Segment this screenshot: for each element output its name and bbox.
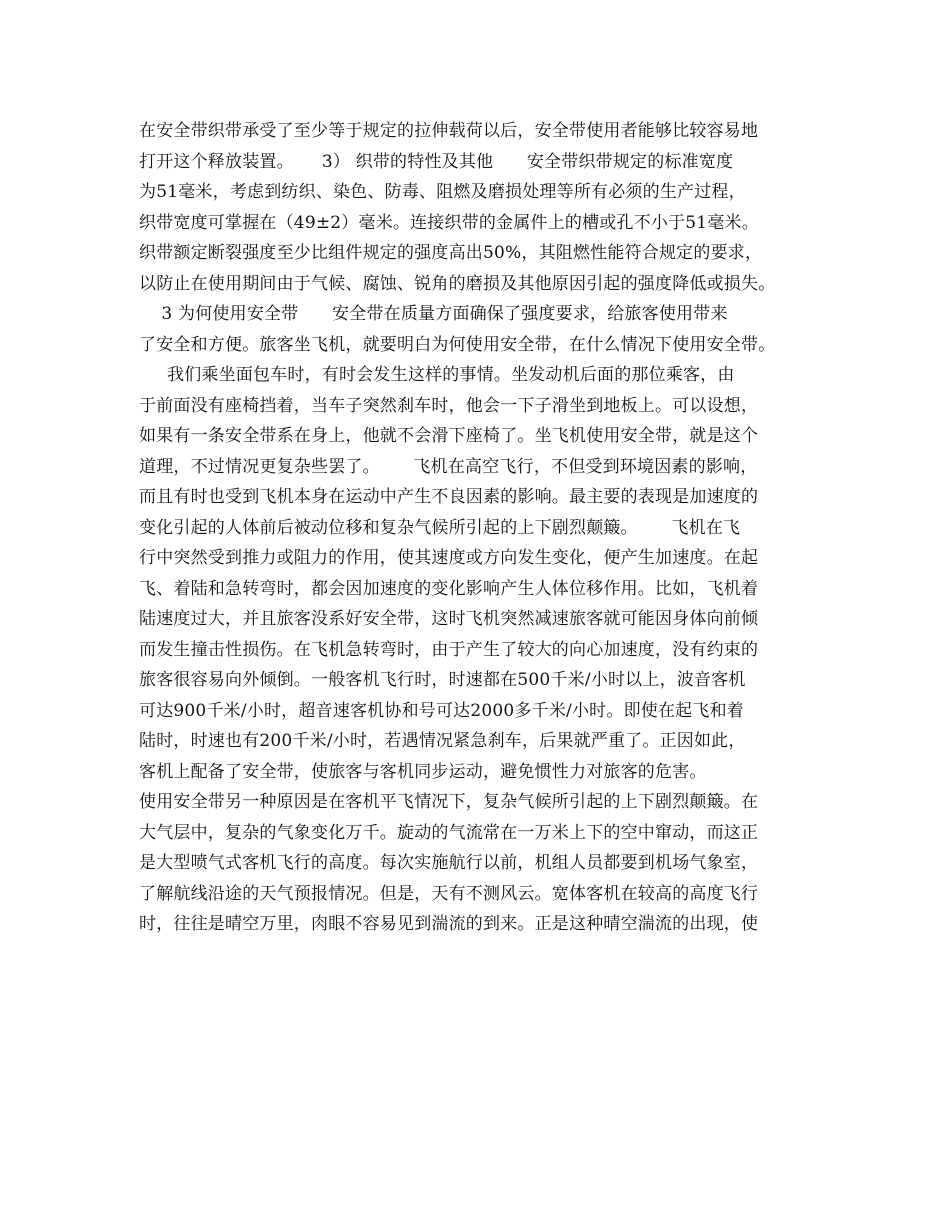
text-line: 在安全带织带承受了至少等于规定的拉伸载荷以后，安全带使用者能够比较容易地 <box>139 121 759 141</box>
text-line: 飞、着陆和急转弯时，都会因加速度的变化影响产生人体位移作用。比如，飞机着 <box>139 578 759 599</box>
text-line: 行中突然受到推力或阻力的作用，使其速度或方向发生变化，便产生加速度。在起 <box>139 548 759 568</box>
text-line: 织带额定断裂强度至少比组件规定的强度高出50%，其阻燃性能符合规定的要求， <box>139 243 763 263</box>
text-line: 而发生撞击性损伤。在飞机急转弯时，由于产生了较大的向心加速度，没有约束的 <box>139 639 759 660</box>
text-line: 织带宽度可掌握在（49±2）毫米。连接织带的金属件上的槽或孔不小于51毫米。 <box>139 212 759 233</box>
text-line: 可达900千米/小时，超音速客机协和号可达2000多千米/小时。即使在起飞和着 <box>139 700 744 721</box>
text-line: 陆时，时速也有200千米/小时，若遇情况紧急刹车，后果就严重了。正因如此， <box>139 731 746 751</box>
text-line: 变化引起的人体前后被动位移和复杂气候所引起的上下剧烈颠簸。 飞机在飞 <box>139 517 741 538</box>
text-line: 如果有一条安全带系在身上，他就不会滑下座椅了。坐飞机使用安全带，就是这个 <box>139 426 759 446</box>
text-line: 于前面没有座椅挡着，当车子突然刹车时，他会一下子滑坐到地板上。可以设想， <box>139 395 759 416</box>
text-line: 时，往往是晴空万里，肉眼不容易见到湍流的到来。正是这种晴空湍流的出现，使 <box>139 914 759 934</box>
text-line: 以防止在使用期间由于气候、腐蚀、锐角的磨损及其他原因引起的强度降低或损失。 <box>139 273 776 294</box>
text-line: 为51毫米，考虑到纺织、染色、防毒、阻燃及磨损处理等所有必须的生产过程， <box>139 182 746 202</box>
text-line: 陆速度过大，并且旅客没系好安全带，这时飞机突然减速旅客就可能因身体向前倾 <box>139 609 759 629</box>
text-line: 我们乘坐面包车时，有时会发生这样的事情。坐发动机后面的那位乘客，由 <box>139 365 735 385</box>
text-line: 使用安全带另一种原因是在客机平飞情况下，复杂气候所引起的上下剧烈颠簸。在 <box>139 792 759 812</box>
text-line: 了安全和方便。旅客坐飞机，就要明白为何使用安全带，在什么情况下使用安全带。 <box>139 334 776 355</box>
text-line: 客机上配备了安全带，使旅客与客机同步运动，避免惯性力对旅客的危害。 <box>139 761 707 782</box>
text-line: 而且有时也受到飞机本身在运动中产生不良因素的影响。最主要的表现是加速度的 <box>139 487 759 507</box>
text-line: 道理，不过情况更复杂些罢了。 飞机在高空飞行，不但受到环境因素的影响， <box>139 456 758 477</box>
text-line: 旅客很容易向外倾倒。一般客机飞行时，时速都在500千米/小时以上，波音客机 <box>139 670 746 690</box>
text-line: 打开这个释放装置。 3） 织带的特性及其他 安全带织带规定的标准宽度 <box>139 151 734 172</box>
text-line: 是大型喷气式客机飞行的高度。每次实施航行以前，机组人员都要到机场气象室， <box>139 853 759 873</box>
body-text <box>139 116 829 940</box>
text-line: 了解航线沿途的天气预报情况。但是，天有不测风云。宽体客机在较高的高度飞行 <box>139 883 759 904</box>
text-line: 大气层中，复杂的气象变化万千。旋动的气流常在一万米上下的空中窜动，而这正 <box>139 822 759 843</box>
text-line: 3 为何使用安全带 安全带在质量方面确保了强度要求，给旅客使用带来 <box>139 304 728 324</box>
